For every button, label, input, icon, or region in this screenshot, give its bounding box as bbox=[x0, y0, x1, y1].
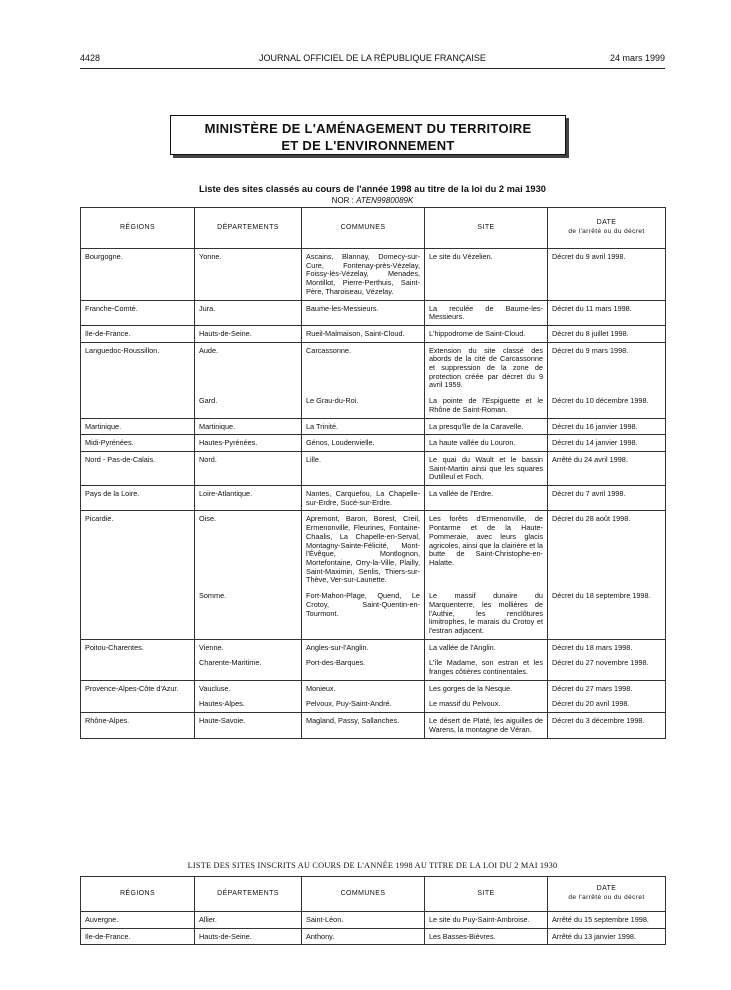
region-cell bbox=[81, 696, 195, 712]
commune-cell: Pelvoux, Puy-Saint-André. bbox=[302, 696, 425, 712]
site-cell: Les Basses-Bièvres. bbox=[425, 928, 548, 945]
commune-cell: Ascains, Blannay, Domecy-sur-Cure, Fontenay-près-Vézelay, Foissy-lès-Vézelay, Menades, Montillot, Pierre-Perthuis, Saint-Père, Tharoiseau, Vézelay. bbox=[302, 249, 425, 301]
site-cell: La reculée de Baume-les-Messieurs. bbox=[425, 300, 548, 325]
region-cell: Picardie. bbox=[81, 511, 195, 588]
date-cell: Décret du 27 mars 1998. bbox=[548, 680, 666, 696]
ministry-line-2: ET DE L'ENVIRONNEMENT bbox=[281, 138, 455, 153]
region-cell: Pays de la Loire. bbox=[81, 486, 195, 511]
site-cell: La vallée de l'Erdre. bbox=[425, 486, 548, 511]
site-cell: La haute vallée du Louron. bbox=[425, 435, 548, 452]
departement-cell: Yonne. bbox=[195, 249, 302, 301]
col-communes: COMMUNES bbox=[302, 208, 425, 249]
site-cell: La pointe de l'Espiguette et le Rhône de Saint-Roman. bbox=[425, 393, 548, 418]
col-departements: DÉPARTEMENTS bbox=[195, 877, 302, 912]
col-communes: COMMUNES bbox=[302, 877, 425, 912]
col-date-sub: de l'arrêté ou du décret bbox=[568, 228, 645, 235]
date-cell: Décret du 10 décembre 1998. bbox=[548, 393, 666, 418]
date-cell: Décret du 8 juillet 1998. bbox=[548, 325, 666, 342]
col-site: SITE bbox=[425, 208, 548, 249]
header-rule bbox=[80, 68, 665, 69]
date-cell: Décret du 27 novembre 1998. bbox=[548, 655, 666, 680]
col-departements: DÉPARTEMENTS bbox=[195, 208, 302, 249]
nor-code: ATEN9980089K bbox=[356, 196, 414, 205]
commune-cell: Lille. bbox=[302, 451, 425, 485]
page-number: 4428 bbox=[80, 53, 101, 63]
table-row bbox=[81, 912, 666, 929]
inscribed-sites-table bbox=[80, 876, 666, 945]
table-row bbox=[81, 928, 666, 945]
date-cell: Décret du 16 janvier 1998. bbox=[548, 418, 666, 435]
table-row bbox=[81, 588, 666, 639]
departement-cell: Aude. bbox=[195, 342, 302, 393]
site-cell: La presqu'île de la Caravelle. bbox=[425, 418, 548, 435]
commune-cell: La Trinité. bbox=[302, 418, 425, 435]
table-row bbox=[81, 696, 666, 712]
col-site: SITE bbox=[425, 877, 548, 912]
commune-cell: Apremont, Baron, Borest, Creil, Ermenonville, Fleurines, Fontaine-Chaalis, La Chapelle-en-Serval, Montagny-Sainte-Félicité, Mont-l'Évêque, Montlognon, Mortefontaine, Orry-la-Ville, Plailly, Saint-Maximin, Senlis, Thiers-sur-Thève, Ver-sur-Launette. bbox=[302, 511, 425, 588]
region-cell: Martinique. bbox=[81, 418, 195, 435]
departement-cell: Gard. bbox=[195, 393, 302, 418]
table-header-row bbox=[81, 208, 666, 249]
page-header bbox=[80, 53, 665, 67]
commune-cell: Le Grau-du-Roi. bbox=[302, 393, 425, 418]
departement-cell: Nord. bbox=[195, 451, 302, 485]
issue-date: 24 mars 1999 bbox=[609, 53, 665, 63]
site-cell: L'île Madame, son estran et les franges côtières continentales. bbox=[425, 655, 548, 680]
departement-cell: Martinique. bbox=[195, 418, 302, 435]
departement-cell: Haute-Savoie. bbox=[195, 713, 302, 738]
journal-title: JOURNAL OFFICIEL DE LA RÉPUBLIQUE FRANÇAISE bbox=[259, 53, 486, 63]
date-cell: Décret du 9 avril 1998. bbox=[548, 249, 666, 301]
site-cell: Le site du Vézelien. bbox=[425, 249, 548, 301]
departement-cell: Oise. bbox=[195, 511, 302, 588]
table-row bbox=[81, 342, 666, 393]
date-cell: Décret du 14 janvier 1998. bbox=[548, 435, 666, 452]
date-cell: Décret du 18 mars 1998. bbox=[548, 639, 666, 655]
region-cell: Ile-de-France. bbox=[81, 325, 195, 342]
classified-sites-table bbox=[80, 207, 666, 739]
table-row bbox=[81, 451, 666, 485]
departement-cell: Charente-Maritime. bbox=[195, 655, 302, 680]
site-cell: Le quai du Wault et le bassin Saint-Martin ainsi que les squares Dutilleul et Foch. bbox=[425, 451, 548, 485]
site-cell: Le désert de Platé, les aiguilles de Warens, la montagne de Véran. bbox=[425, 713, 548, 738]
table-row bbox=[81, 300, 666, 325]
region-cell: Auvergne. bbox=[81, 912, 195, 929]
departement-cell: Hauts-de-Seine. bbox=[195, 325, 302, 342]
section-1-title: Liste des sites classés au cours de l'année 1998 au titre de la loi du 2 mai 1930 bbox=[199, 184, 546, 194]
table-row bbox=[81, 325, 666, 342]
table-row bbox=[81, 249, 666, 301]
region-cell: Bourgogne. bbox=[81, 249, 195, 301]
region-cell: Poitou-Charentes. bbox=[81, 639, 195, 655]
site-cell: L'hippodrome de Saint-Cloud. bbox=[425, 325, 548, 342]
date-cell: Décret du 28 août 1998. bbox=[548, 511, 666, 588]
commune-cell: Saint-Léon. bbox=[302, 912, 425, 929]
departement-cell: Somme. bbox=[195, 588, 302, 639]
date-cell: Arrêté du 24 avril 1998. bbox=[548, 451, 666, 485]
table-row bbox=[81, 435, 666, 452]
date-cell: Décret du 7 avril 1998. bbox=[548, 486, 666, 511]
table-row bbox=[81, 511, 666, 588]
date-cell: Décret du 3 décembre 1998. bbox=[548, 713, 666, 738]
col-date-label: DATE bbox=[596, 885, 617, 893]
ministry-box bbox=[170, 115, 566, 155]
site-cell: La vallée de l'Anglin. bbox=[425, 639, 548, 655]
departement-cell: Jura. bbox=[195, 300, 302, 325]
region-cell bbox=[81, 588, 195, 639]
site-cell: Le massif dunaire du Marquenterre, les mollières de l'Authie, les renclôtures limitrophes, le marais du Crotoy et l'estran adjacent. bbox=[425, 588, 548, 639]
site-cell: Les gorges de la Nesque. bbox=[425, 680, 548, 696]
commune-cell: Port-des-Barques. bbox=[302, 655, 425, 680]
departement-cell: Hauts-de-Seine. bbox=[195, 928, 302, 945]
table-header-row bbox=[81, 877, 666, 912]
date-cell: Arrêté du 13 janvier 1998. bbox=[548, 928, 666, 945]
nor-reference bbox=[80, 196, 665, 205]
commune-cell: Angles-sur-l'Anglin. bbox=[302, 639, 425, 655]
ministry-line-1: MINISTÈRE DE L'AMÉNAGEMENT DU TERRITOIRE bbox=[204, 121, 532, 136]
table-row bbox=[81, 418, 666, 435]
commune-cell: Anthony. bbox=[302, 928, 425, 945]
col-date bbox=[548, 208, 666, 249]
site-cell: Les forêts d'Ermenonville, de Pontarme et de la Haute-Pommeraie, avec leurs glacis agricoles, ainsi que la clairière et la butte de Saint-Christophe-en-Halatte. bbox=[425, 511, 548, 588]
table-row bbox=[81, 393, 666, 418]
region-cell: Franche-Comté. bbox=[81, 300, 195, 325]
table-row bbox=[81, 713, 666, 738]
departement-cell: Loire-Atlantique. bbox=[195, 486, 302, 511]
commune-cell: Magland, Passy, Sallanches. bbox=[302, 713, 425, 738]
site-cell: Le massif du Pelvoux. bbox=[425, 696, 548, 712]
departement-cell: Allier. bbox=[195, 912, 302, 929]
departement-cell: Vaucluse. bbox=[195, 680, 302, 696]
table-row bbox=[81, 680, 666, 696]
col-date-sub: de l'arrêté ou du décret bbox=[568, 894, 645, 901]
commune-cell: Rueil-Malmaison, Saint-Cloud. bbox=[302, 325, 425, 342]
date-cell: Arrêté du 15 septembre 1998. bbox=[548, 912, 666, 929]
region-cell: Ile-de-France. bbox=[81, 928, 195, 945]
region-cell: Rhône-Alpes. bbox=[81, 713, 195, 738]
col-regions: RÉGIONS bbox=[81, 877, 195, 912]
commune-cell: Carcassonne. bbox=[302, 342, 425, 393]
table-row bbox=[81, 486, 666, 511]
site-cell: Extension du site classé des abords de la cité de Carcassonne et suppression de la zone de protection créée par décret du 9 avril 1959. bbox=[425, 342, 548, 393]
table-row bbox=[81, 655, 666, 680]
departement-cell: Hautes-Pyrénées. bbox=[195, 435, 302, 452]
date-cell: Décret du 20 avril 1998. bbox=[548, 696, 666, 712]
commune-cell: Nantes, Carquefou, La Chapelle-sur-Erdre, Sucé-sur-Erdre. bbox=[302, 486, 425, 511]
commune-cell: Fort-Mahon-Plage, Quend, Le Crotoy, Saint-Quentin-en-Tourmont. bbox=[302, 588, 425, 639]
region-cell: Nord - Pas-de-Calais. bbox=[81, 451, 195, 485]
date-cell: Décret du 11 mars 1998. bbox=[548, 300, 666, 325]
date-cell: Décret du 18 septembre 1998. bbox=[548, 588, 666, 639]
section-2-title: LISTE DES SITES INSCRITS AU COURS DE L'ANNÉE 1998 AU TITRE DE LA LOI DU 2 MAI 1930 bbox=[187, 861, 558, 870]
region-cell: Provence-Alpes-Côte d'Azur. bbox=[81, 680, 195, 696]
commune-cell: Baume-les-Messieurs. bbox=[302, 300, 425, 325]
departement-cell: Vienne. bbox=[195, 639, 302, 655]
region-cell bbox=[81, 393, 195, 418]
col-regions: RÉGIONS bbox=[81, 208, 195, 249]
region-cell bbox=[81, 655, 195, 680]
departement-cell: Hautes-Alpes. bbox=[195, 696, 302, 712]
table-row bbox=[81, 639, 666, 655]
col-date bbox=[548, 877, 666, 912]
region-cell: Languedoc-Roussillon. bbox=[81, 342, 195, 393]
commune-cell: Génos, Loudenvielle. bbox=[302, 435, 425, 452]
date-cell: Décret du 9 mars 1998. bbox=[548, 342, 666, 393]
region-cell: Midi-Pyrénées. bbox=[81, 435, 195, 452]
commune-cell: Monieux. bbox=[302, 680, 425, 696]
col-date-label: DATE bbox=[596, 219, 617, 227]
nor-label: NOR : bbox=[331, 196, 354, 205]
site-cell: Le site du Puy-Saint-Ambroise. bbox=[425, 912, 548, 929]
